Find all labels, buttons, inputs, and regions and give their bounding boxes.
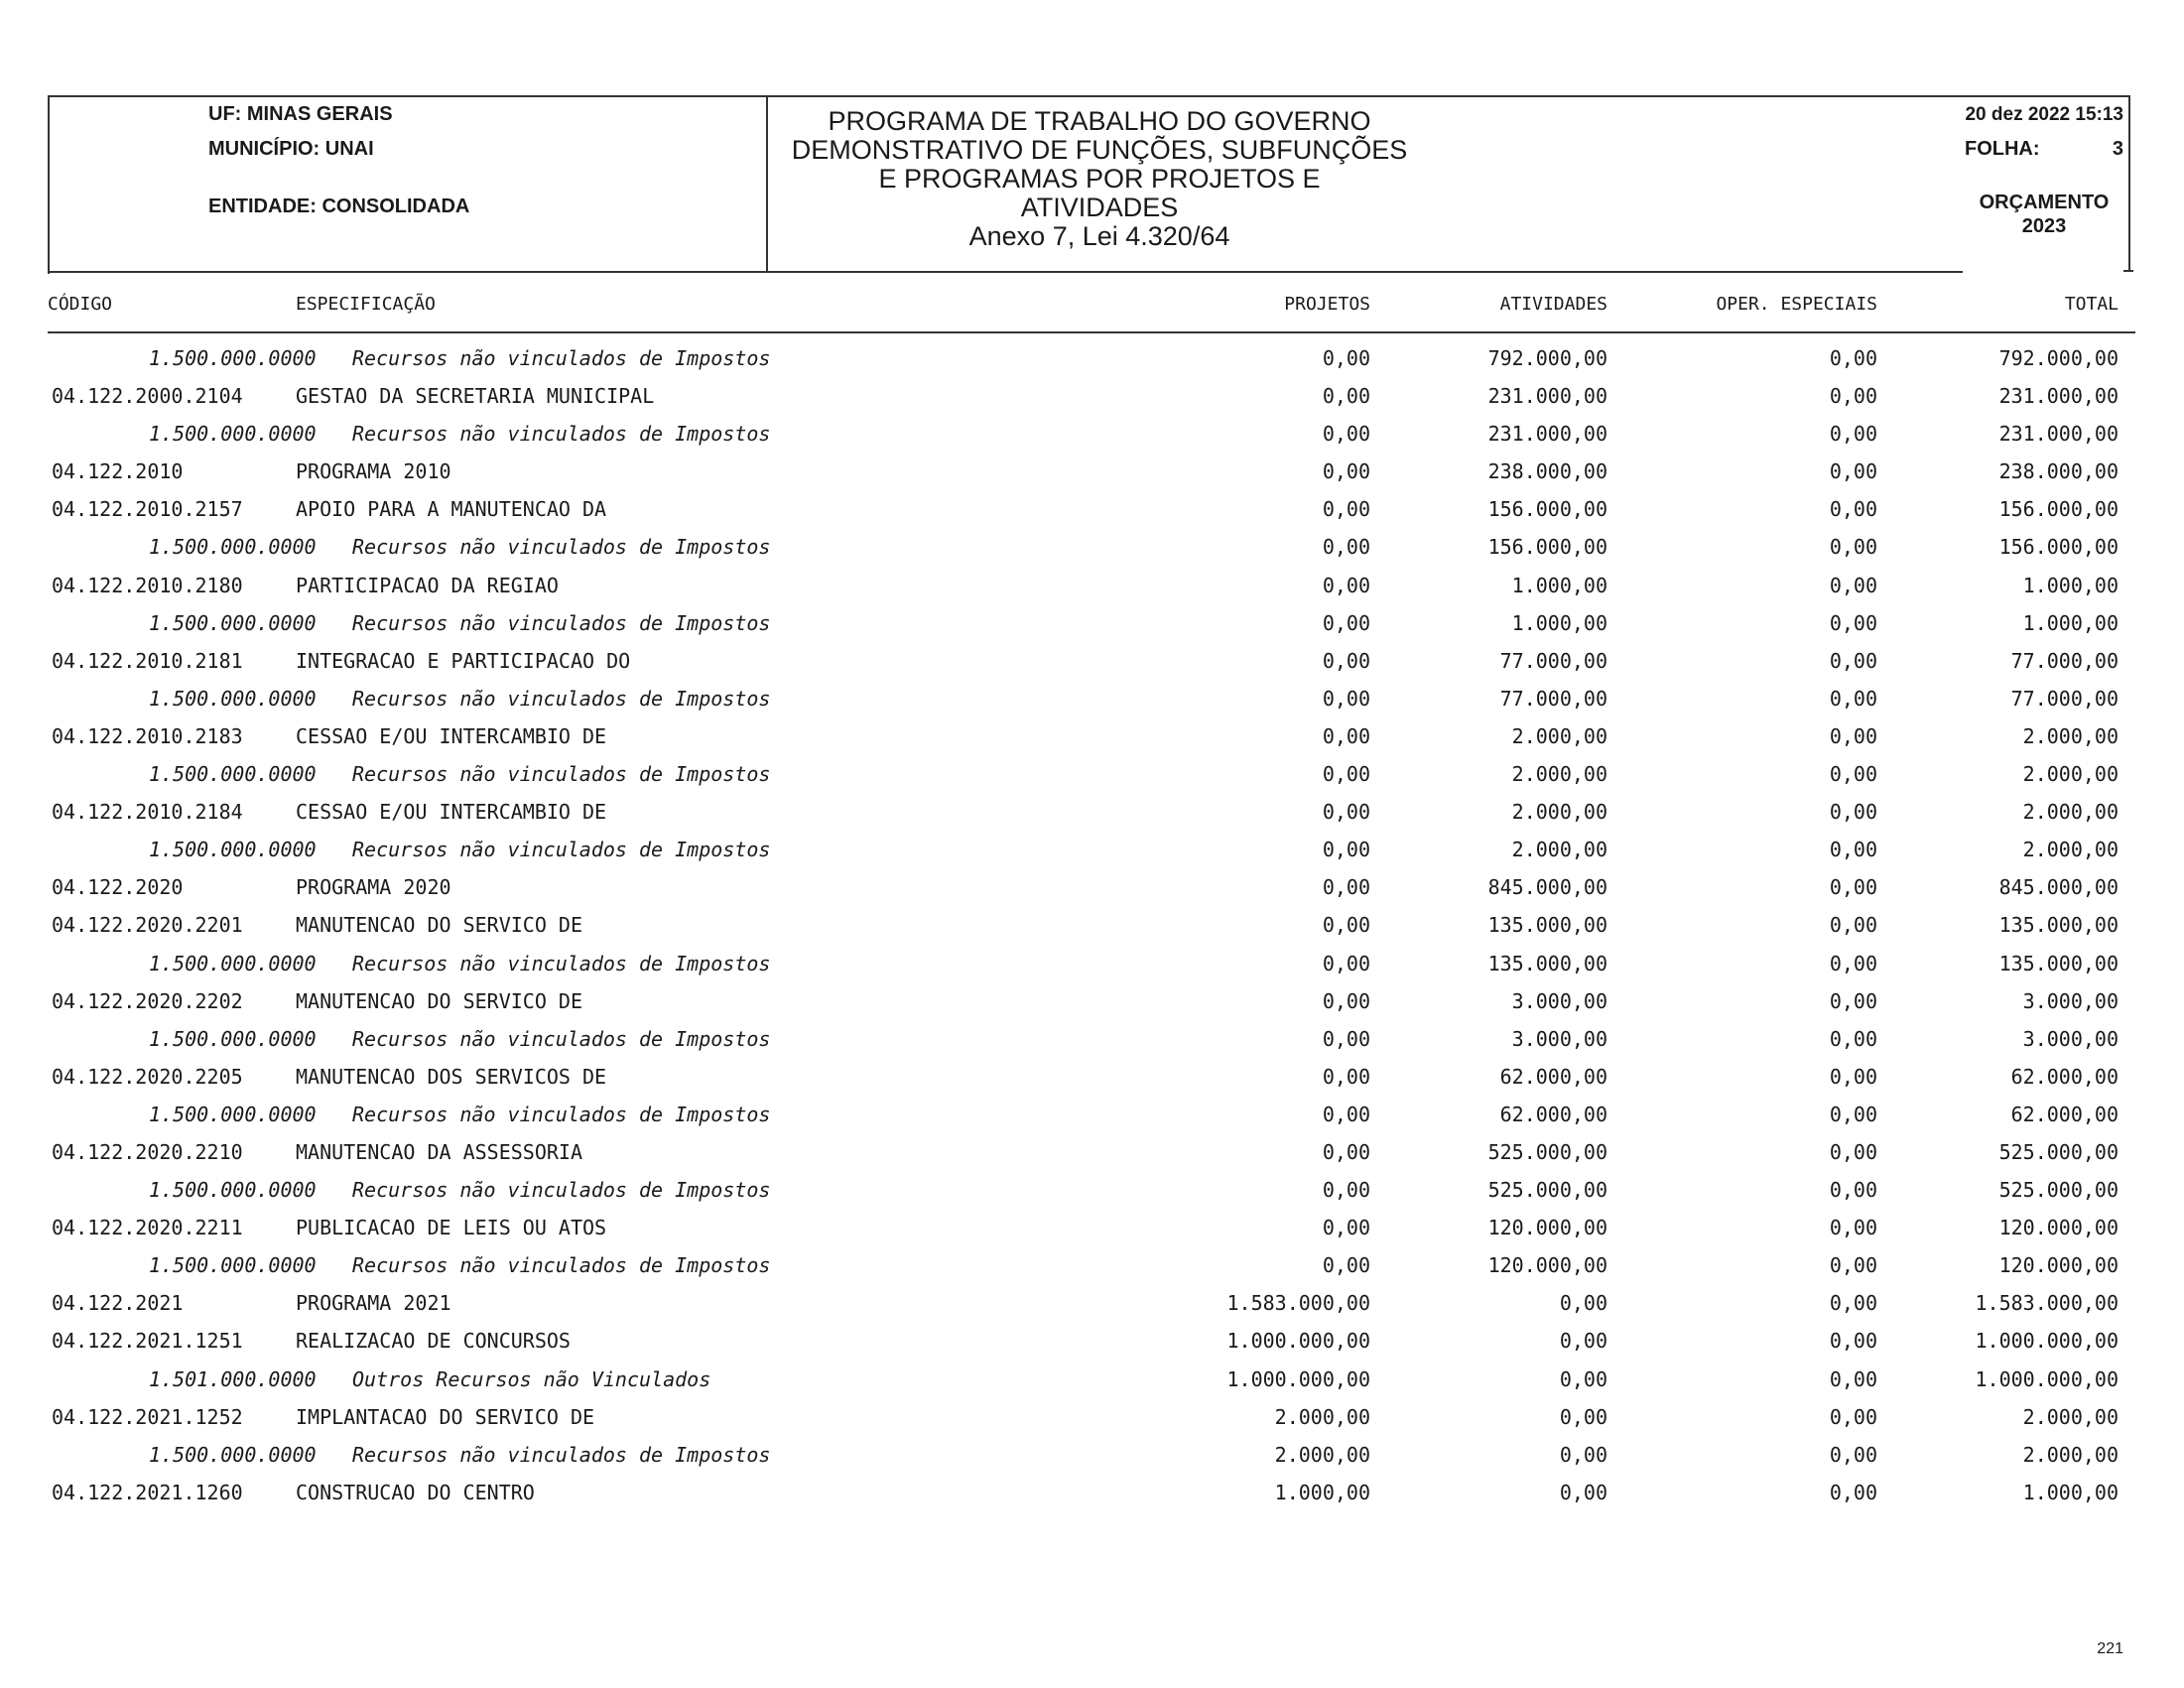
row-atividades: 135.000,00: [1487, 951, 1607, 975]
row-atividades: 0,00: [1559, 1291, 1607, 1316]
row-oper-especiais: 0,00: [1829, 422, 1877, 447]
row-atividades: 525.000,00: [1487, 1139, 1607, 1164]
row-code: 04.122.2020.2202: [52, 988, 243, 1013]
row-code: 04.122.2020: [52, 875, 184, 900]
row-code: 04.122.2021.1252: [52, 1404, 243, 1429]
row-total: 231.000,00: [1998, 422, 2119, 447]
row-projetos: 0,00: [1322, 1253, 1370, 1278]
row-specification: Recursos não vinculados de Impostos: [352, 951, 771, 975]
row-specification: PROGRAMA 2021: [296, 1291, 451, 1316]
row-code: 1.500.000.0000: [149, 535, 317, 560]
col-header-total: TOTAL: [2064, 294, 2119, 315]
row-oper-especiais: 0,00: [1829, 1366, 1877, 1391]
row-atividades: 2.000,00: [1511, 838, 1607, 862]
table-row: [0, 1322, 2184, 1360]
row-oper-especiais: 0,00: [1829, 1253, 1877, 1278]
table-row: [0, 1209, 2184, 1246]
row-code: 1.501.000.0000: [149, 1366, 317, 1391]
row-specification: MANUTENCAO DO SERVICO DE: [296, 913, 582, 938]
source-row: [0, 1096, 2184, 1133]
row-oper-especiais: 0,00: [1829, 573, 1877, 597]
table-row: [0, 1398, 2184, 1436]
row-specification: Recursos não vinculados de Impostos: [352, 1178, 771, 1203]
source-row: [0, 1020, 2184, 1058]
row-oper-especiais: 0,00: [1829, 988, 1877, 1013]
row-oper-especiais: 0,00: [1829, 1178, 1877, 1203]
row-total: 792.000,00: [1998, 346, 2119, 370]
row-projetos: 1.000,00: [1274, 1480, 1370, 1504]
row-oper-especiais: 0,00: [1829, 384, 1877, 409]
row-total: 120.000,00: [1998, 1253, 2119, 1278]
row-total: 77.000,00: [2010, 686, 2119, 711]
table-row: [0, 1058, 2184, 1096]
row-specification: IMPLANTACAO DO SERVICO DE: [296, 1404, 595, 1429]
col-header-atividades: ATIVIDADES: [1499, 294, 1607, 315]
source-row: [0, 1361, 2184, 1398]
row-atividades: 845.000,00: [1487, 875, 1607, 900]
row-atividades: 120.000,00: [1487, 1253, 1607, 1278]
table-row: [0, 453, 2184, 490]
column-header-rule: [48, 331, 2135, 333]
row-total: 135.000,00: [1998, 913, 2119, 938]
row-atividades: 231.000,00: [1487, 384, 1607, 409]
folha-label: FOLHA:: [1965, 138, 2040, 160]
row-projetos: 0,00: [1322, 610, 1370, 635]
source-row: [0, 528, 2184, 566]
table-row: [0, 982, 2184, 1020]
row-total: 135.000,00: [1998, 951, 2119, 975]
row-total: 2.000,00: [2022, 800, 2119, 825]
row-oper-especiais: 0,00: [1829, 913, 1877, 938]
row-total: 1.000,00: [2022, 573, 2119, 597]
row-atividades: 0,00: [1559, 1329, 1607, 1354]
row-specification: Recursos não vinculados de Impostos: [352, 1253, 771, 1278]
row-projetos: 0,00: [1322, 1026, 1370, 1051]
row-code: 1.500.000.0000: [149, 762, 317, 787]
row-projetos: 0,00: [1322, 1139, 1370, 1164]
row-atividades: 77.000,00: [1499, 648, 1607, 673]
row-projetos: 0,00: [1322, 1216, 1370, 1240]
row-total: 62.000,00: [2010, 1064, 2119, 1089]
row-projetos: 0,00: [1322, 1102, 1370, 1126]
report-datetime: 20 dez 2022 15:13: [1965, 104, 2123, 125]
row-code: 04.122.2020.2201: [52, 913, 243, 938]
table-row: [0, 490, 2184, 528]
row-specification: APOIO PARA A MANUTENCAO DA: [296, 497, 607, 522]
source-row: [0, 604, 2184, 642]
row-code: 04.122.2021: [52, 1291, 184, 1316]
row-total: 2.000,00: [2022, 1404, 2119, 1429]
row-code: 04.122.2010.2181: [52, 648, 243, 673]
row-total: 525.000,00: [1998, 1139, 2119, 1164]
row-code: 04.122.2000.2104: [52, 384, 243, 409]
table-row: [0, 1133, 2184, 1171]
row-code: 04.122.2021.1260: [52, 1480, 243, 1504]
row-specification: Recursos não vinculados de Impostos: [352, 535, 771, 560]
col-header-projetos: PROJETOS: [1284, 294, 1370, 315]
row-atividades: 2.000,00: [1511, 762, 1607, 787]
row-code: 1.500.000.0000: [149, 951, 317, 975]
row-specification: MANUTENCAO DOS SERVICOS DE: [296, 1064, 607, 1089]
row-specification: Recursos não vinculados de Impostos: [352, 610, 771, 635]
row-code: 04.122.2010.2183: [52, 723, 243, 748]
row-oper-especiais: 0,00: [1829, 1102, 1877, 1126]
row-atividades: 2.000,00: [1511, 800, 1607, 825]
row-specification: CESSAO E/OU INTERCAMBIO DE: [296, 723, 607, 748]
row-projetos: 2.000,00: [1274, 1404, 1370, 1429]
row-code: 04.122.2020.2205: [52, 1064, 243, 1089]
row-projetos: 0,00: [1322, 346, 1370, 370]
title-line: ATIVIDADES: [1020, 193, 1179, 222]
row-total: 120.000,00: [1998, 1216, 2119, 1240]
row-atividades: 0,00: [1559, 1404, 1607, 1429]
row-specification: PARTICIPACAO DA REGIAO: [296, 573, 559, 597]
row-projetos: 1.583.000,00: [1226, 1291, 1370, 1316]
row-oper-especiais: 0,00: [1829, 497, 1877, 522]
row-oper-especiais: 0,00: [1829, 800, 1877, 825]
row-oper-especiais: 0,00: [1829, 686, 1877, 711]
row-specification: GESTAO DA SECRETARIA MUNICIPAL: [296, 384, 655, 409]
row-oper-especiais: 0,00: [1829, 535, 1877, 560]
row-code: 1.500.000.0000: [149, 1102, 317, 1126]
table-row: [0, 642, 2184, 680]
row-projetos: 0,00: [1322, 875, 1370, 900]
municipio-label: MUNICÍPIO: UNAI: [208, 138, 374, 160]
row-atividades: 62.000,00: [1499, 1064, 1607, 1089]
row-atividades: 77.000,00: [1499, 686, 1607, 711]
row-oper-especiais: 0,00: [1829, 723, 1877, 748]
row-code: 04.122.2010.2180: [52, 573, 243, 597]
row-projetos: 0,00: [1322, 762, 1370, 787]
row-code: 04.122.2020.2210: [52, 1139, 243, 1164]
table-row: [0, 1474, 2184, 1511]
row-projetos: 0,00: [1322, 988, 1370, 1013]
row-projetos: 0,00: [1322, 422, 1370, 447]
row-code: 1.500.000.0000: [149, 422, 317, 447]
row-atividades: 156.000,00: [1487, 497, 1607, 522]
table-row: [0, 906, 2184, 944]
row-total: 1.583.000,00: [1975, 1291, 2119, 1316]
row-oper-especiais: 0,00: [1829, 459, 1877, 484]
row-oper-especiais: 0,00: [1829, 838, 1877, 862]
table-row: [0, 717, 2184, 755]
row-specification: CESSAO E/OU INTERCAMBIO DE: [296, 800, 607, 825]
table-row: [0, 1284, 2184, 1322]
row-code: 1.500.000.0000: [149, 1442, 317, 1467]
row-specification: INTEGRACAO E PARTICIPACAO DO: [296, 648, 631, 673]
row-atividades: 1.000,00: [1511, 610, 1607, 635]
row-atividades: 62.000,00: [1499, 1102, 1607, 1126]
row-total: 845.000,00: [1998, 875, 2119, 900]
row-projetos: 0,00: [1322, 1178, 1370, 1203]
source-row: [0, 680, 2184, 717]
row-projetos: 0,00: [1322, 648, 1370, 673]
row-specification: MANUTENCAO DA ASSESSORIA: [296, 1139, 582, 1164]
row-atividades: 238.000,00: [1487, 459, 1607, 484]
col-header-oper-especiais: OPER. ESPECIAIS: [1716, 294, 1877, 315]
orcamento-year: 2023: [2021, 215, 2067, 237]
row-specification: PROGRAMA 2010: [296, 459, 451, 484]
row-specification: MANUTENCAO DO SERVICO DE: [296, 988, 582, 1013]
row-total: 2.000,00: [2022, 1442, 2119, 1467]
header-right-edge: [2128, 95, 2130, 272]
entidade-label: ENTIDADE: CONSOLIDADA: [208, 195, 470, 217]
row-specification: Recursos não vinculados de Impostos: [352, 1442, 771, 1467]
title-line-law: Anexo 7, Lei 4.320/64: [968, 221, 1230, 251]
row-specification: Recursos não vinculados de Impostos: [352, 1026, 771, 1051]
source-row: [0, 831, 2184, 868]
source-row: [0, 1246, 2184, 1284]
row-specification: Recursos não vinculados de Impostos: [352, 422, 771, 447]
row-oper-especiais: 0,00: [1829, 346, 1877, 370]
table-row: [0, 567, 2184, 604]
row-total: 2.000,00: [2022, 723, 2119, 748]
row-oper-especiais: 0,00: [1829, 648, 1877, 673]
row-atividades: 0,00: [1559, 1480, 1607, 1504]
row-atividades: 2.000,00: [1511, 723, 1607, 748]
row-specification: Recursos não vinculados de Impostos: [352, 346, 771, 370]
source-row: [0, 339, 2184, 377]
row-code: 1.500.000.0000: [149, 1026, 317, 1051]
row-total: 77.000,00: [2010, 648, 2119, 673]
source-row: [0, 755, 2184, 793]
row-oper-especiais: 0,00: [1829, 951, 1877, 975]
row-atividades: 156.000,00: [1487, 535, 1607, 560]
row-oper-especiais: 0,00: [1829, 1404, 1877, 1429]
table-row: [0, 868, 2184, 906]
row-atividades: 1.000,00: [1511, 573, 1607, 597]
report-title: [766, 107, 1433, 251]
row-projetos: 0,00: [1322, 459, 1370, 484]
col-header-codigo: CÓDIGO: [48, 294, 113, 315]
row-total: 231.000,00: [1998, 384, 2119, 409]
row-specification: REALIZACAO DE CONCURSOS: [296, 1329, 571, 1354]
table-row: [0, 793, 2184, 831]
row-atividades: 0,00: [1559, 1366, 1607, 1391]
row-projetos: 0,00: [1322, 838, 1370, 862]
row-total: 1.000.000,00: [1975, 1329, 2119, 1354]
table-row: [0, 377, 2184, 415]
row-total: 238.000,00: [1998, 459, 2119, 484]
row-total: 3.000,00: [2022, 988, 2119, 1013]
row-total: 1.000.000,00: [1975, 1366, 2119, 1391]
row-oper-especiais: 0,00: [1829, 875, 1877, 900]
row-atividades: 3.000,00: [1511, 988, 1607, 1013]
row-code: 1.500.000.0000: [149, 346, 317, 370]
title-line: DEMONSTRATIVO DE FUNÇÕES, SUBFUNÇÕES: [791, 135, 1408, 165]
row-specification: PUBLICACAO DE LEIS OU ATOS: [296, 1216, 607, 1240]
row-code: 04.122.2020.2211: [52, 1216, 243, 1240]
row-total: 525.000,00: [1998, 1178, 2119, 1203]
row-atividades: 0,00: [1559, 1442, 1607, 1467]
row-total: 2.000,00: [2022, 838, 2119, 862]
title-line: PROGRAMA DE TRABALHO DO GOVERNO: [828, 106, 1371, 136]
row-projetos: 2.000,00: [1274, 1442, 1370, 1467]
row-total: 2.000,00: [2022, 762, 2119, 787]
row-atividades: 3.000,00: [1511, 1026, 1607, 1051]
row-oper-especiais: 0,00: [1829, 762, 1877, 787]
row-specification: CONSTRUCAO DO CENTRO: [296, 1480, 535, 1504]
row-projetos: 0,00: [1322, 800, 1370, 825]
row-atividades: 120.000,00: [1487, 1216, 1607, 1240]
page-number: 221: [2097, 1640, 2123, 1657]
row-projetos: 0,00: [1322, 951, 1370, 975]
row-code: 1.500.000.0000: [149, 610, 317, 635]
row-projetos: 1.000.000,00: [1226, 1366, 1370, 1391]
row-projetos: 0,00: [1322, 686, 1370, 711]
row-specification: Outros Recursos não Vinculados: [352, 1366, 711, 1391]
uf-label: UF: MINAS GERAIS: [208, 103, 393, 125]
row-specification: Recursos não vinculados de Impostos: [352, 762, 771, 787]
row-code: 1.500.000.0000: [149, 686, 317, 711]
row-code: 1.500.000.0000: [149, 1253, 317, 1278]
row-code: 04.122.2010.2157: [52, 497, 243, 522]
row-oper-especiais: 0,00: [1829, 610, 1877, 635]
row-specification: PROGRAMA 2020: [296, 875, 451, 900]
row-total: 1.000,00: [2022, 610, 2119, 635]
folha-value: 3: [2112, 138, 2123, 160]
row-projetos: 0,00: [1322, 573, 1370, 597]
row-specification: Recursos não vinculados de Impostos: [352, 686, 771, 711]
row-oper-especiais: 0,00: [1829, 1216, 1877, 1240]
row-atividades: 135.000,00: [1487, 913, 1607, 938]
header-corner-tick: [2123, 270, 2133, 272]
row-atividades: 525.000,00: [1487, 1178, 1607, 1203]
row-specification: Recursos não vinculados de Impostos: [352, 838, 771, 862]
row-projetos: 0,00: [1322, 1064, 1370, 1089]
row-oper-especiais: 0,00: [1829, 1480, 1877, 1504]
header-bottom-rule: [48, 271, 1963, 273]
row-total: 156.000,00: [1998, 535, 2119, 560]
orcamento-label: ORÇAMENTO: [1979, 192, 2110, 213]
row-oper-especiais: 0,00: [1829, 1329, 1877, 1354]
row-projetos: 0,00: [1322, 913, 1370, 938]
row-code: 04.122.2021.1251: [52, 1329, 243, 1354]
source-row: [0, 1436, 2184, 1474]
row-projetos: 0,00: [1322, 497, 1370, 522]
row-oper-especiais: 0,00: [1829, 1291, 1877, 1316]
row-code: 04.122.2010.2184: [52, 800, 243, 825]
row-atividades: 792.000,00: [1487, 346, 1607, 370]
budget-table-body: [0, 339, 2184, 1511]
row-code: 1.500.000.0000: [149, 1178, 317, 1203]
row-code: 1.500.000.0000: [149, 838, 317, 862]
title-line: E PROGRAMAS POR PROJETOS E: [878, 164, 1321, 194]
row-oper-especiais: 0,00: [1829, 1442, 1877, 1467]
row-oper-especiais: 0,00: [1829, 1139, 1877, 1164]
row-atividades: 231.000,00: [1487, 422, 1607, 447]
row-specification: Recursos não vinculados de Impostos: [352, 1102, 771, 1126]
row-oper-especiais: 0,00: [1829, 1026, 1877, 1051]
col-header-especificacao: ESPECIFICAÇÃO: [296, 294, 436, 315]
source-row: [0, 945, 2184, 982]
row-projetos: 1.000.000,00: [1226, 1329, 1370, 1354]
source-row: [0, 415, 2184, 453]
row-total: 156.000,00: [1998, 497, 2119, 522]
row-total: 1.000,00: [2022, 1480, 2119, 1504]
row-code: 04.122.2010: [52, 459, 184, 484]
row-total: 3.000,00: [2022, 1026, 2119, 1051]
row-total: 62.000,00: [2010, 1102, 2119, 1126]
row-projetos: 0,00: [1322, 723, 1370, 748]
source-row: [0, 1171, 2184, 1209]
row-projetos: 0,00: [1322, 535, 1370, 560]
row-oper-especiais: 0,00: [1829, 1064, 1877, 1089]
row-projetos: 0,00: [1322, 384, 1370, 409]
